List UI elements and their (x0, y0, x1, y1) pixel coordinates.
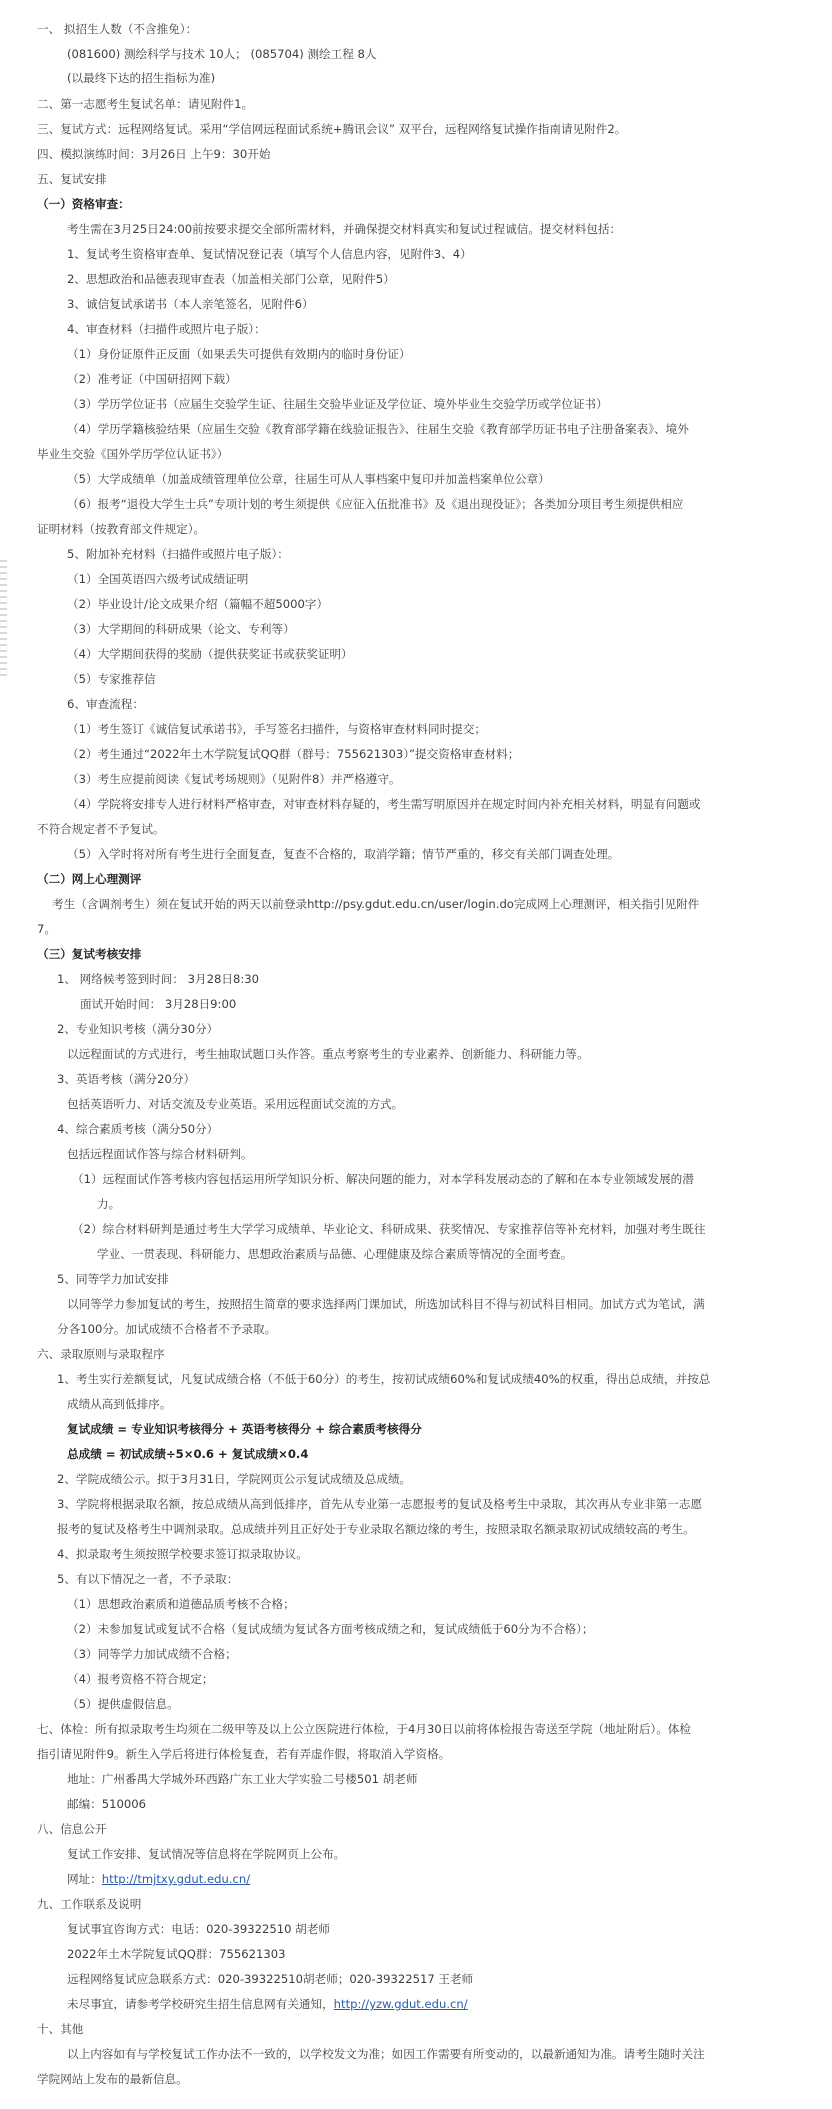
section-heading (37, 197, 130, 211)
text-line (67, 347, 411, 361)
text-line (72, 1222, 705, 1236)
text-line (67, 47, 376, 61)
line-text: （三）复试考核安排 (37, 947, 142, 961)
line-text: 总成绩 = 初试成绩÷5×0.6 + 复试成绩×0.4 (67, 1447, 309, 1461)
text-line (67, 1972, 473, 1986)
line-text: （3）考生应提前阅读《复试考场规则》（见附件8）并严格遵守。 (67, 772, 401, 786)
line-text: 二、第一志愿考生复试名单：请见附件1。 (37, 97, 254, 111)
line-text: 2、专业知识考核（满分30分） (57, 1022, 219, 1036)
line-text: 包括英语听力、对话交流及专业英语。采用远程面试交流的方式。 (67, 1097, 404, 1111)
text-line (67, 372, 237, 386)
line-text: 考生需在3月25日24:00前按要求提交全部所需材料，并确保提交材料真实和复试过程诚信。提交材料包括： (67, 222, 622, 236)
text-line (67, 1622, 593, 1636)
text-line (67, 772, 401, 786)
line-text: 考生（含调剂考生）须在复试开始的两天以前登录http://psy.gdut.edu.cn/user/login.do完成网上心理测评，相关指引见附件 (52, 897, 700, 911)
line-text: 指引请见附件9。新生入学后将进行体检复查，若有弄虚作假，将取消入学资格。 (37, 1747, 451, 1761)
text-line (67, 1097, 403, 1111)
text-line (37, 1347, 165, 1361)
line-text: （5）入学时将对所有考生进行全面复查，复查不合格的，取消学籍；情节严重的，移交有关部门调查处理。 (67, 847, 620, 861)
text-line (67, 797, 700, 811)
line-text: 一、 拟招生人数（不含推免）： (37, 22, 198, 36)
text-line (67, 1297, 705, 1311)
line-text: 4、拟录取考生须按照学校要求签订拟录取协议。 (57, 1547, 308, 1561)
text-line (57, 1322, 276, 1336)
section-heading (67, 1422, 422, 1436)
line-text: （4）大学期间获得的奖励（提供获奖证书或获奖证明） (67, 647, 353, 661)
text-line (67, 1647, 237, 1661)
text-line (67, 1147, 253, 1161)
text-line (67, 1597, 295, 1611)
line-text: 1、 网络候考签到时间： 3月28日8:30 (57, 972, 260, 986)
line-text: 网址： (67, 1872, 102, 1886)
text-line (67, 1922, 330, 1936)
line-text: 5、有以下情况之一者，不予录取： (57, 1572, 239, 1586)
text-line (57, 1497, 702, 1511)
text-line (67, 497, 683, 511)
line-text: 九、工作联系及说明 (37, 1897, 142, 1911)
text-line (57, 1472, 411, 1486)
line-text: 十、其他 (37, 2022, 84, 2036)
text-line (37, 97, 253, 111)
text-line (67, 1947, 286, 1961)
line-text: 7。 (37, 922, 56, 936)
line-text: 六、录取原则与录取程序 (37, 1347, 165, 1361)
line-text: 5、同等学力加试安排 (57, 1272, 169, 1286)
text-line (67, 547, 289, 561)
line-text: 包括远程面试作答与综合材料研判。 (67, 1147, 253, 1161)
text-line (37, 2072, 188, 2086)
line-text: （3）学历学位证书（应届生交验学生证、往届生交验毕业证及学位证、境外毕业生交验学历或学位证书） (67, 397, 608, 411)
line-text: 5、附加补充材料（扫描件或照片电子版）： (67, 547, 289, 561)
line-text: （2）未参加复试或复试不合格（复试成绩为复试各方面考核成绩之和，复试成绩低于60分为不合格）； (67, 1622, 594, 1636)
line-text: （二）网上心理测评 (37, 872, 142, 886)
line-text: （4）报考资格不符合规定； (67, 1672, 214, 1686)
text-line (67, 672, 156, 686)
line-text: （4）学历学籍核验结果（应届生交验《教育部学籍在线验证报告》、往届生交验《教育部学历证书电子注册备案表》、境外 (67, 422, 689, 436)
line-text: （4）学院将安排专人进行材料严格审查，对审查材料存疑的，考生需写明原因并在规定时间内补充相关材料，明显有问题或 (67, 797, 701, 811)
line-text: 3、英语考核（满分20分） (57, 1072, 196, 1086)
line-text: 三、复试方式：远程网络复试。采用“学信网远程面试系统+腾讯会议” 双平台，远程网络复试操作指南请见附件2。 (37, 122, 627, 136)
text-line (72, 1172, 694, 1186)
text-line (67, 272, 395, 286)
text-line (67, 1697, 179, 1711)
text-line (67, 422, 689, 436)
section-heading (37, 947, 141, 961)
line-text: 2、思想政治和品德表现审查表（加盖相关部门公章，见附件5） (67, 272, 395, 286)
line-text: 不符合规定者不予复试。 (37, 822, 165, 836)
text-line (52, 897, 699, 911)
line-text: 面试开始时间： 3月28日9:00 (80, 997, 237, 1011)
line-text: 四、模拟演练时间：3月26日 上午9：30开始 (37, 147, 271, 161)
line-text: 报考的复试及格考生中调剂录取。总成绩并列且正好处于专业录取名额边缘的考生，按照录取名额录取初试成绩较高的考生。 (57, 1522, 695, 1536)
text-line (37, 1722, 691, 1736)
text-line (37, 522, 205, 536)
text-line (57, 1122, 218, 1136)
text-line (57, 1522, 695, 1536)
text-line (67, 2047, 705, 2061)
text-line (57, 1272, 169, 1286)
text-line (37, 822, 165, 836)
line-text: （5）大学成绩单（加盖成绩管理单位公章，往届生可从人事档案中复印并加盖档案单位公章） (67, 472, 550, 486)
text-line (67, 647, 353, 661)
text-line (97, 1197, 120, 1211)
text-line (57, 1072, 195, 1086)
text-line (67, 1797, 146, 1811)
line-text: 4、审查材料（扫描件或照片电子版）： (67, 322, 266, 336)
text-line (57, 1022, 218, 1036)
text-line (67, 722, 486, 736)
url-link[interactable]: http://tmjtxy.gdut.edu.cn/ (101, 1872, 251, 1886)
left-edge-artifact (0, 560, 7, 680)
line-text: 复试工作安排、复试情况等信息将在学院网页上公布。 (67, 1847, 346, 1861)
text-line (37, 147, 270, 161)
line-text: (081600) 测绘科学与技术 10人； (085704) 测绘工程 8人 (67, 47, 377, 61)
line-text: 五、复试安排 (37, 172, 107, 186)
text-line (67, 1672, 214, 1686)
text-line (37, 922, 56, 936)
line-text: （3）大学期间的科研成果（论文、专利等） (67, 622, 295, 636)
text-line (67, 1772, 417, 1786)
line-text: 复试事宜咨询方式：电话：020-39322510 胡老师 (67, 1922, 330, 1936)
text-line (37, 122, 626, 136)
text-line (67, 297, 314, 311)
line-text: 复试成绩 = 专业知识考核得分 + 英语考核得分 + 综合素质考核得分 (67, 1422, 422, 1436)
text-line (37, 447, 228, 461)
text-line (57, 1372, 710, 1386)
text-line (67, 1872, 250, 1886)
text-line (37, 2022, 83, 2036)
line-text: 地址：广州番禺大学城外环西路广东工业大学实验二号楼501 胡老师 (67, 1772, 418, 1786)
line-text: （2）考生通过“2022年土木学院复试QQ群（群号：755621303）”提交资格审查材料； (67, 747, 520, 761)
text-line (67, 397, 608, 411)
line-text: 邮编：510006 (67, 1797, 147, 1811)
line-text: 3、诚信复试承诺书（本人亲笔签名，见附件6） (67, 297, 314, 311)
line-text: 6、审查流程： (67, 697, 144, 711)
line-text: 远程网络复试应急联系方式：020-39322510胡老师；020-39322517 王老师 (67, 1972, 474, 1986)
line-text: （1）身份证原件正反面（如果丢失可提供有效期内的临时身份证） (67, 347, 411, 361)
line-text: 以远程面试的方式进行，考生抽取试题口头作答。重点考察考生的专业素养、创新能力、科研能力等。 (67, 1047, 589, 1061)
line-text: （2）综合材料研判是通过考生大学学习成绩单、毕业论文、科研成果、获奖情况、专家推荐信等补充材料，加强对考生既往 (72, 1222, 706, 1236)
text-line (67, 71, 215, 85)
text-line (80, 997, 236, 1011)
text-line (57, 972, 259, 986)
line-text: （2）毕业设计/论文成果介绍（篇幅不超5000字） (67, 597, 329, 611)
line-text: （1）思想政治素质和道德品质考核不合格； (67, 1597, 295, 1611)
text-line (67, 472, 550, 486)
line-text: 学业、一贯表现、科研能力、思想政治素质与品德、心理健康及综合素质等情况的全面考查。 (97, 1247, 573, 1261)
line-text: （1）远程面试作答考核内容包括运用所学知识分析、解决问题的能力，对本学科发展动态的了解和在本专业领域发展的潜 (72, 1172, 694, 1186)
line-text: 力。 (97, 1197, 121, 1211)
line-text: （2）准考证（中国研招网下载） (67, 372, 237, 386)
text-line (37, 1897, 141, 1911)
line-text: 1、考生实行差额复试，凡复试成绩合格（不低于60分）的考生，按初试成绩60%和复试成绩40%的权重，得出总成绩，并按总 (57, 1372, 711, 1386)
line-text: 以上内容如有与学校复试工作办法不一致的，以学校发文为准；如因工作需要有所变动的，以最新通知为准。请考生随时关注 (67, 2047, 705, 2061)
line-text: （3）同等学力加试成绩不合格； (67, 1647, 237, 1661)
line-text: （1）全国英语四六级考试成绩证明 (67, 572, 249, 586)
line-text: 1、复试考生资格审查单、复试情况登记表（填写个人信息内容，见附件3、4） (67, 247, 472, 261)
line-text: （5）提供虚假信息。 (67, 1697, 179, 1711)
line-text: （1）考生签订《诚信复试承诺书》，手写签名扫描件，与资格审查材料同时提交； (67, 722, 486, 736)
line-text: 学院网站上发布的最新信息。 (37, 2072, 188, 2086)
text-line (37, 1822, 107, 1836)
text-line (57, 1572, 238, 1586)
text-line (67, 247, 472, 261)
line-text: 成绩从高到低排序。 (67, 1397, 172, 1411)
text-line (67, 847, 619, 861)
text-line (67, 322, 266, 336)
text-line (67, 222, 621, 236)
text-line (67, 572, 248, 586)
line-text: 以同等学力参加复试的考生，按照招生简章的要求选择两门课加试，所选加试科目不得与初试科目相同。加试方式为笔试，满 (67, 1297, 705, 1311)
line-text: 证明材料（按教育部文件规定）。 (37, 522, 206, 536)
line-text: （一）资格审查： (37, 197, 130, 211)
text-line (67, 1047, 589, 1061)
line-text: 七、体检：所有拟录取考生均须在二级甲等及以上公立医院进行体检，于4月30日以前将体检报告寄送至学院（地址附后）。体检 (37, 1722, 691, 1736)
section-heading (37, 872, 141, 886)
url-link[interactable]: http://yzw.gdut.edu.cn/ (333, 1997, 468, 2011)
line-text: 分各100分。加试成绩不合格者不予录取。 (57, 1322, 277, 1336)
text-line (67, 597, 328, 611)
line-text: 4、综合素质考核（满分50分） (57, 1122, 219, 1136)
text-line (67, 1997, 468, 2011)
text-line (67, 747, 519, 761)
text-line (37, 22, 197, 36)
line-text: （5）专家推荐信 (67, 672, 156, 686)
text-line (37, 172, 107, 186)
text-line (67, 1847, 345, 1861)
text-line (37, 1747, 450, 1761)
line-text: 3、学院将根据录取名额，按总成绩从高到低排序，首先从专业第一志愿报考的复试及格考生中录取，其次再从专业非第一志愿 (57, 1497, 703, 1511)
line-text: 八、信息公开 (37, 1822, 107, 1836)
text-line (67, 1397, 171, 1411)
line-text: 2、学院成绩公示。拟于3月31日，学院网页公示复试成绩及总成绩。 (57, 1472, 412, 1486)
text-line (57, 1547, 308, 1561)
line-text: 2022年土木学院复试QQ群：755621303 (67, 1947, 286, 1961)
line-text: (以最终下达的招生指标为准) (67, 71, 216, 85)
text-line (67, 622, 295, 636)
line-text: 未尽事宜，请参考学校研究生招生信息网有关通知， (67, 1997, 334, 2011)
line-text: 毕业生交验《国外学历学位认证书》） (37, 447, 229, 461)
line-text: （6）报考“退役大学生士兵”专项计划的考生须提供《应征入伍批准书》及《退出现役证》；各类加分项目考生须提供相应 (67, 497, 684, 511)
text-line (67, 697, 144, 711)
text-line (97, 1247, 572, 1261)
section-heading (67, 1447, 308, 1461)
